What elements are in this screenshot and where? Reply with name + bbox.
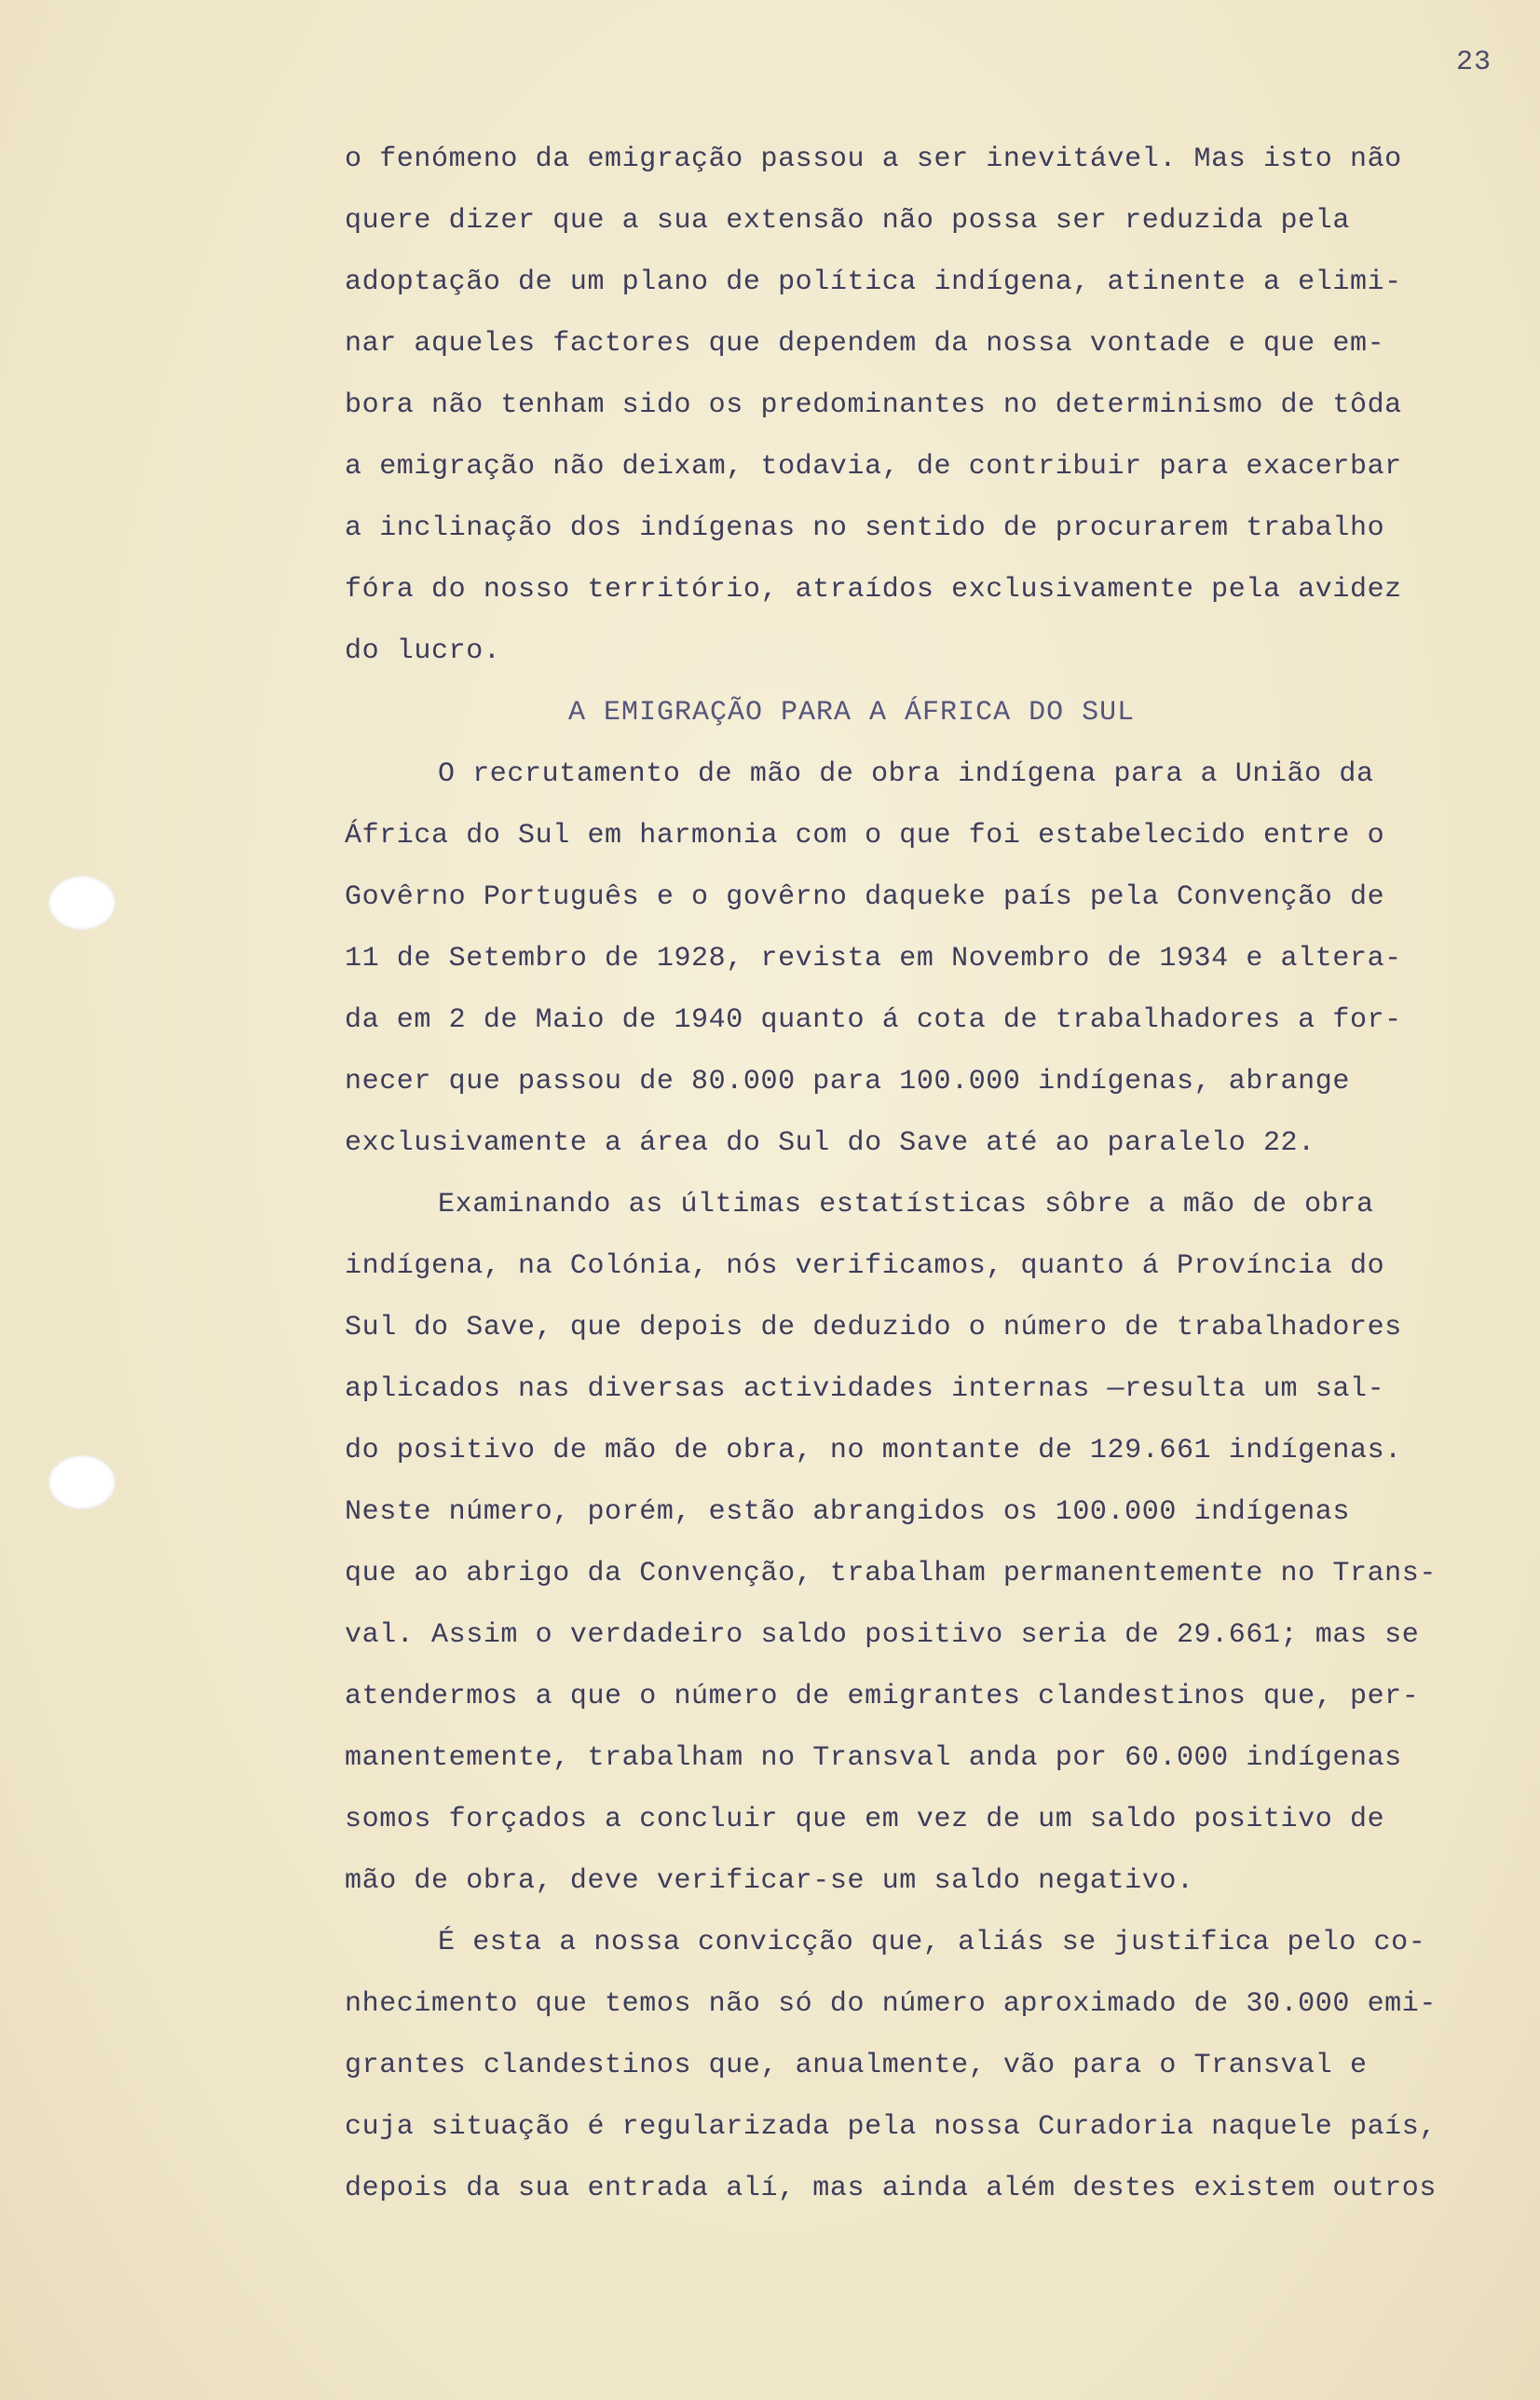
page-number: 23 xyxy=(1455,47,1492,78)
text-line: a emigração não deixam, todavia, de contribuir para exacerbar xyxy=(345,451,1402,483)
text-line: Govêrno Português e o govêrno daqueke país pela Convenção de xyxy=(345,881,1385,913)
text-line: Neste número, porém, estão abrangidos os 100.000 indígenas xyxy=(345,1496,1350,1528)
text-line: grantes clandestinos que, anualmente, vão para o Transval e xyxy=(345,2050,1368,2081)
text-line: Sul do Save, que depois de deduzido o número de trabalhadores xyxy=(345,1312,1402,1343)
text-line: manentemente, trabalham no Transval anda por 60.000 indígenas xyxy=(345,1742,1402,1774)
text-line: depois da sua entrada alí, mas ainda além destes existem outros xyxy=(345,2173,1437,2204)
text-line: fóra do nosso território, atraídos exclusivamente pela avidez xyxy=(345,574,1402,606)
text-line: indígena, na Colónia, nós verificamos, quanto á Província do xyxy=(345,1250,1385,1282)
text-line: do positivo de mão de obra, no montante de 129.661 indígenas. xyxy=(345,1435,1402,1466)
text-line: cuja situação é regularizada pela nossa Curadoria naquele país, xyxy=(345,2111,1437,2143)
body-text xyxy=(345,144,1500,2235)
punch-hole xyxy=(48,1455,116,1509)
punch-hole xyxy=(48,876,116,930)
text-line: nar aqueles factores que dependem da nossa vontade e que em- xyxy=(345,328,1385,360)
text-line: o fenómeno da emigração passou a ser inevitável. Mas isto não xyxy=(345,143,1402,175)
text-line: aplicados nas diversas actividades internas —resulta um sal- xyxy=(345,1373,1385,1405)
text-line: nhecimento que temos não só do número aproximado de 30.000 emi- xyxy=(345,1988,1437,2020)
text-line: adoptação de um plano de política indígena, atinente a elimi- xyxy=(345,266,1402,298)
text-line: É esta a nossa convicção que, aliás se justifica pelo co- xyxy=(438,1927,1426,1958)
text-line: Examinando as últimas estatísticas sôbre a mão de obra xyxy=(438,1189,1374,1220)
text-line: atendermos a que o número de emigrantes clandestinos que, per- xyxy=(345,1681,1420,1712)
section-heading: A EMIGRAÇÃO PARA A ÁFRICA DO SUL xyxy=(568,697,1136,729)
text-line: do lucro. xyxy=(345,635,501,667)
text-line: África do Sul em harmonia com o que foi estabelecido entre o xyxy=(345,820,1385,852)
text-line: da em 2 de Maio de 1940 quanto á cota de trabalhadores a for- xyxy=(345,1004,1402,1036)
text-line: O recrutamento de mão de obra indígena para a União da xyxy=(438,758,1374,790)
text-line: val. Assim o verdadeiro saldo positivo seria de 29.661; mas se xyxy=(345,1619,1420,1651)
text-line: bora não tenham sido os predominantes no determinismo de tôda xyxy=(345,389,1402,421)
text-line: necer que passou de 80.000 para 100.000 indígenas, abrange xyxy=(345,1066,1350,1098)
text-line: somos forçados a concluir que em vez de um saldo positivo de xyxy=(345,1804,1385,1835)
text-line: 11 de Setembro de 1928, revista em Novembro de 1934 e altera- xyxy=(345,943,1402,975)
text-line: que ao abrigo da Convenção, trabalham permanentemente no Trans- xyxy=(345,1558,1437,1589)
text-line: quere dizer que a sua extensão não possa ser reduzida pela xyxy=(345,205,1350,237)
text-line: mão de obra, deve verificar-se um saldo negativo. xyxy=(345,1865,1194,1897)
text-line: exclusivamente a área do Sul do Save até ao paralelo 22. xyxy=(345,1127,1315,1159)
text-line: a inclinação dos indígenas no sentido de procurarem trabalho xyxy=(345,512,1385,544)
